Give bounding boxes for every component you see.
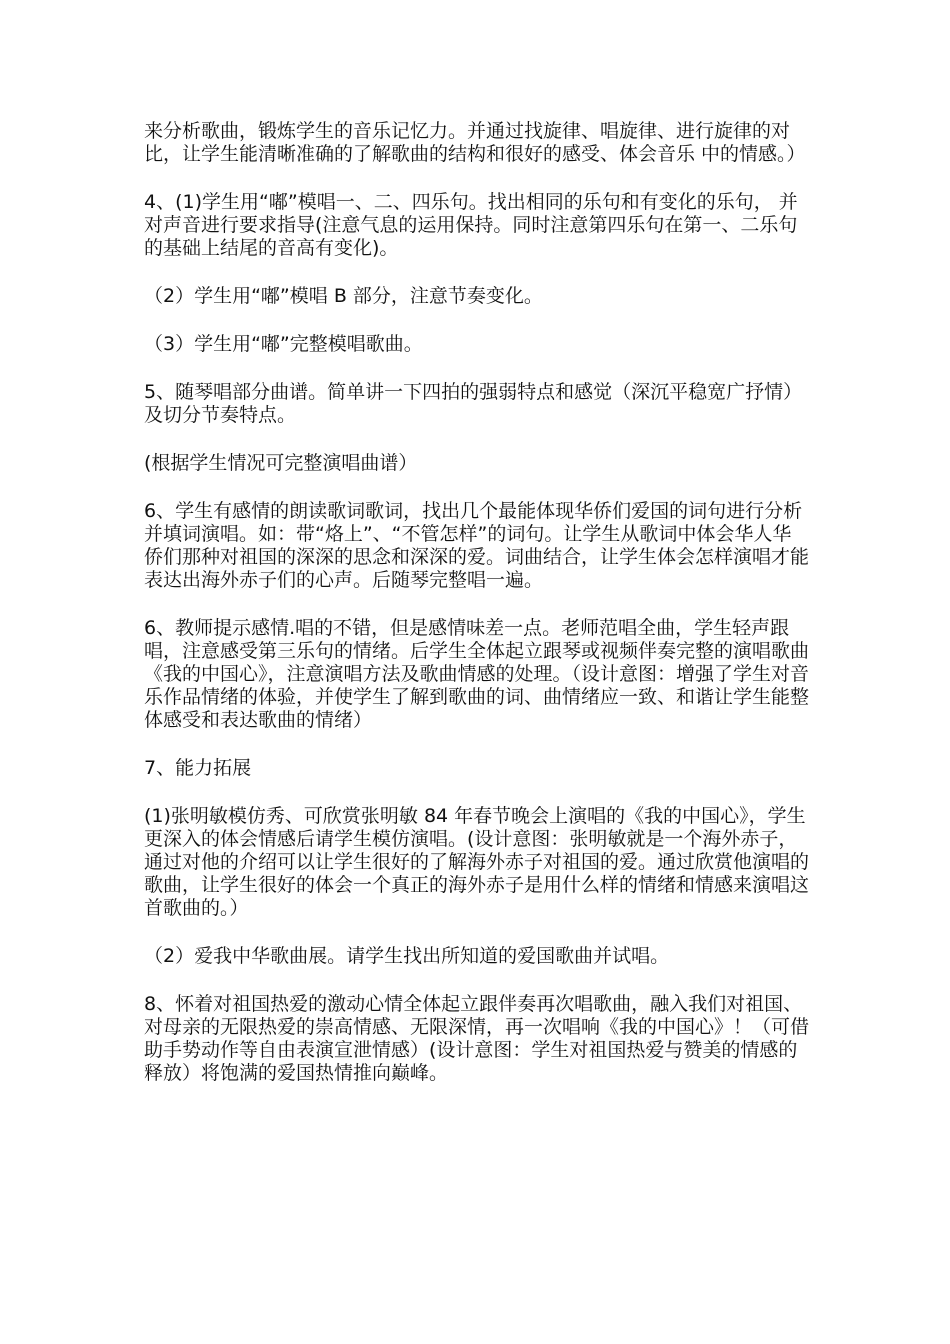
paragraph-7: 6、学生有感情的朗读歌词歌词，找出几个最能体现华侨们爱国的词句进行分析并填词演唱。如：带“烙上”、“不管怎样”的词句。让学生从歌词中体会华人华侨们那种对祖国的深深的思念和深深的爱。词曲结合，让学生体会怎样演唱才能表达出海外赤子们的心声。后随琴完整唱一遍。 (144, 500, 810, 591)
paragraph-6: (根据学生情况可完整演唱曲谱） (144, 452, 418, 474)
paragraph-8: 6、教师提示感情.唱的不错，但是感情味差一点。老师范唱全曲，学生轻声跟唱，注意感受第三乐句的情绪。后学生全体起立跟琴或视频伴奏完整的演唱歌曲《我的中国心》，注意演唱方法及歌曲情感的处理。（设计意图：增强了学生对音乐作品情绪的体验，并使学生了解到歌曲的词、曲情绪应一致、和谐让学生能整体感受和表达歌曲的情绪） (144, 617, 810, 731)
paragraph-4: （3）学生用“嘟”完整模唱歌曲。 (144, 333, 423, 355)
paragraph-11: （2）爱我中华歌曲展。请学生找出所知道的爱国歌曲并试唱。 (144, 945, 670, 967)
paragraph-12: 8、怀着对祖国热爱的激动心情全体起立跟伴奏再次唱歌曲，融入我们对祖国、对母亲的无限热爱的崇高情感、无限深情，再一次唱响《我的中国心》！（可借助手势动作等自由表演宣泄情感）(设计意图：学生对祖国热爱与赞美的情感的释放）将饱满的爱国热情推向巅峰。 (144, 993, 810, 1084)
paragraph-10: (1)张明敏模仿秀、可欣赏张明敏 84 年春节晚会上演唱的《我的中国心》，学生更深入的体会情感后请学生模仿演唱。(设计意图：张明敏就是一个海外赤子，通过对他的介绍可以让学生很好的了解海外赤子对祖国的爱。通过欣赏他演唱的歌曲，让学生很好的体会一个真正的海外赤子是用什么样的情绪和情感来演唱这首歌曲的。） (144, 805, 810, 919)
paragraph-1: 来分析歌曲，锻炼学生的音乐记忆力。并通过找旋律、唱旋律、进行旋律的对比，让学生能清晰准确的了解歌曲的结构和很好的感受、体会音乐 中的情感。） (144, 120, 806, 165)
paragraph-9: 7、能力拓展 (144, 757, 252, 779)
document-body (144, 120, 810, 1110)
paragraph-2: 4、(1)学生用“嘟”模唱一、二、四乐句。找出相同的乐句和有变化的乐句， 并对声音进行要求指导(注意气息的运用保持。同时注意第四乐句在第一、二乐句的基础上结尾的音高有变化)。 (144, 191, 798, 259)
paragraph-5: 5、随琴唱部分曲谱。简单讲一下四拍的强弱特点和感觉（深沉平稳宽广抒情）及切分节奏特点。 (144, 381, 803, 426)
paragraph-3: （2）学生用“嘟”模唱 B 部分，注意节奏变化。 (144, 285, 543, 307)
